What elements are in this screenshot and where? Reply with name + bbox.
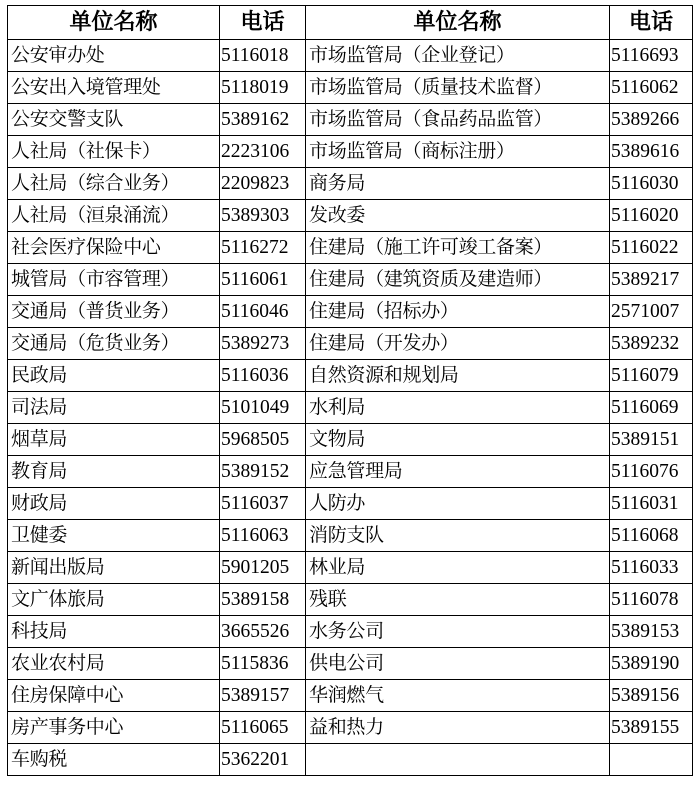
unit-name-right: 住建局（招标办） — [306, 296, 610, 328]
phone-right: 5116693 — [610, 40, 693, 72]
unit-name-right — [306, 744, 610, 776]
unit-name-right: 住建局（施工许可竣工备案） — [306, 232, 610, 264]
unit-name-left: 车购税 — [8, 744, 220, 776]
unit-name-left: 交通局（危货业务） — [8, 328, 220, 360]
unit-name-left: 住房保障中心 — [8, 680, 220, 712]
unit-name-left: 人社局（社保卡） — [8, 136, 220, 168]
table-row — [8, 520, 693, 552]
phone-left: 5116037 — [220, 488, 306, 520]
unit-name-left: 新闻出版局 — [8, 552, 220, 584]
phone-left: 5389162 — [220, 104, 306, 136]
phone-left: 5116018 — [220, 40, 306, 72]
unit-name-right: 水务公司 — [306, 616, 610, 648]
unit-name-left: 司法局 — [8, 392, 220, 424]
table-row — [8, 360, 693, 392]
table-row — [8, 584, 693, 616]
table-row — [8, 168, 693, 200]
table-row — [8, 648, 693, 680]
unit-name-left: 社会医疗保险中心 — [8, 232, 220, 264]
table-row — [8, 456, 693, 488]
phone-left: 2223106 — [220, 136, 306, 168]
unit-name-left: 科技局 — [8, 616, 220, 648]
unit-name-right: 自然资源和规划局 — [306, 360, 610, 392]
unit-name-left: 人社局（综合业务） — [8, 168, 220, 200]
phone-left: 5115836 — [220, 648, 306, 680]
table-row — [8, 552, 693, 584]
phone-right: 5389217 — [610, 264, 693, 296]
header-phone-left: 电话 — [220, 6, 306, 40]
phone-left: 5116036 — [220, 360, 306, 392]
unit-name-right: 市场监管局（食品药品监管） — [306, 104, 610, 136]
directory-table — [7, 5, 693, 776]
unit-name-right: 住建局（开发办） — [306, 328, 610, 360]
header-phone-right: 电话 — [610, 6, 693, 40]
table-row — [8, 680, 693, 712]
phone-right: 5116031 — [610, 488, 693, 520]
phone-right — [610, 744, 693, 776]
phone-right: 5116033 — [610, 552, 693, 584]
table-row — [8, 296, 693, 328]
phone-right: 5389190 — [610, 648, 693, 680]
phone-left: 5101049 — [220, 392, 306, 424]
phone-directory — [7, 5, 693, 776]
phone-right: 5116030 — [610, 168, 693, 200]
unit-name-left: 人社局（洹泉涌流） — [8, 200, 220, 232]
phone-left: 5901205 — [220, 552, 306, 584]
table-row — [8, 200, 693, 232]
phone-right: 5116068 — [610, 520, 693, 552]
phone-left: 3665526 — [220, 616, 306, 648]
phone-right: 5116022 — [610, 232, 693, 264]
phone-left: 5389152 — [220, 456, 306, 488]
unit-name-right: 林业局 — [306, 552, 610, 584]
phone-left: 5362201 — [220, 744, 306, 776]
phone-left: 5116061 — [220, 264, 306, 296]
table-row — [8, 136, 693, 168]
phone-right: 5389266 — [610, 104, 693, 136]
table-row — [8, 232, 693, 264]
unit-name-right: 消防支队 — [306, 520, 610, 552]
phone-right: 5389155 — [610, 712, 693, 744]
phone-left: 5116063 — [220, 520, 306, 552]
unit-name-right: 水利局 — [306, 392, 610, 424]
table-row — [8, 328, 693, 360]
phone-right: 5389151 — [610, 424, 693, 456]
unit-name-left: 农业农村局 — [8, 648, 220, 680]
table-row — [8, 616, 693, 648]
unit-name-right: 市场监管局（企业登记） — [306, 40, 610, 72]
header-unit-name-right: 单位名称 — [306, 6, 610, 40]
unit-name-left: 教育局 — [8, 456, 220, 488]
unit-name-left: 文广体旅局 — [8, 584, 220, 616]
unit-name-right: 发改委 — [306, 200, 610, 232]
unit-name-left: 财政局 — [8, 488, 220, 520]
table-row — [8, 744, 693, 776]
unit-name-left: 民政局 — [8, 360, 220, 392]
unit-name-left: 卫健委 — [8, 520, 220, 552]
phone-left: 5389157 — [220, 680, 306, 712]
phone-left: 5389273 — [220, 328, 306, 360]
phone-right: 5116078 — [610, 584, 693, 616]
unit-name-left: 公安出入境管理处 — [8, 72, 220, 104]
phone-left: 5116046 — [220, 296, 306, 328]
header-unit-name-left: 单位名称 — [8, 6, 220, 40]
phone-right: 5116020 — [610, 200, 693, 232]
unit-name-right: 文物局 — [306, 424, 610, 456]
table-row — [8, 488, 693, 520]
phone-right: 5389616 — [610, 136, 693, 168]
table-row — [8, 264, 693, 296]
table-row — [8, 712, 693, 744]
phone-right: 5116062 — [610, 72, 693, 104]
unit-name-right: 华润燃气 — [306, 680, 610, 712]
unit-name-right: 益和热力 — [306, 712, 610, 744]
unit-name-right: 应急管理局 — [306, 456, 610, 488]
unit-name-right: 市场监管局（商标注册） — [306, 136, 610, 168]
phone-left: 5116272 — [220, 232, 306, 264]
header-row — [8, 6, 693, 40]
phone-left: 5968505 — [220, 424, 306, 456]
unit-name-right: 残联 — [306, 584, 610, 616]
table-row — [8, 72, 693, 104]
unit-name-left: 公安交警支队 — [8, 104, 220, 136]
phone-right: 5389153 — [610, 616, 693, 648]
phone-left: 2209823 — [220, 168, 306, 200]
unit-name-left: 城管局（市容管理） — [8, 264, 220, 296]
phone-right: 5116069 — [610, 392, 693, 424]
table-row — [8, 104, 693, 136]
unit-name-left: 交通局（普货业务） — [8, 296, 220, 328]
table-row — [8, 40, 693, 72]
phone-left: 5118019 — [220, 72, 306, 104]
unit-name-left: 房产事务中心 — [8, 712, 220, 744]
phone-right: 5116076 — [610, 456, 693, 488]
unit-name-right: 人防办 — [306, 488, 610, 520]
unit-name-right: 市场监管局（质量技术监督） — [306, 72, 610, 104]
unit-name-left: 烟草局 — [8, 424, 220, 456]
phone-left: 5116065 — [220, 712, 306, 744]
phone-left: 5389158 — [220, 584, 306, 616]
phone-right: 5116079 — [610, 360, 693, 392]
phone-left: 5389303 — [220, 200, 306, 232]
unit-name-right: 住建局（建筑资质及建造师） — [306, 264, 610, 296]
table-row — [8, 392, 693, 424]
phone-right: 2571007 — [610, 296, 693, 328]
unit-name-right: 商务局 — [306, 168, 610, 200]
unit-name-right: 供电公司 — [306, 648, 610, 680]
phone-right: 5389156 — [610, 680, 693, 712]
unit-name-left: 公安审办处 — [8, 40, 220, 72]
phone-right: 5389232 — [610, 328, 693, 360]
table-row — [8, 424, 693, 456]
